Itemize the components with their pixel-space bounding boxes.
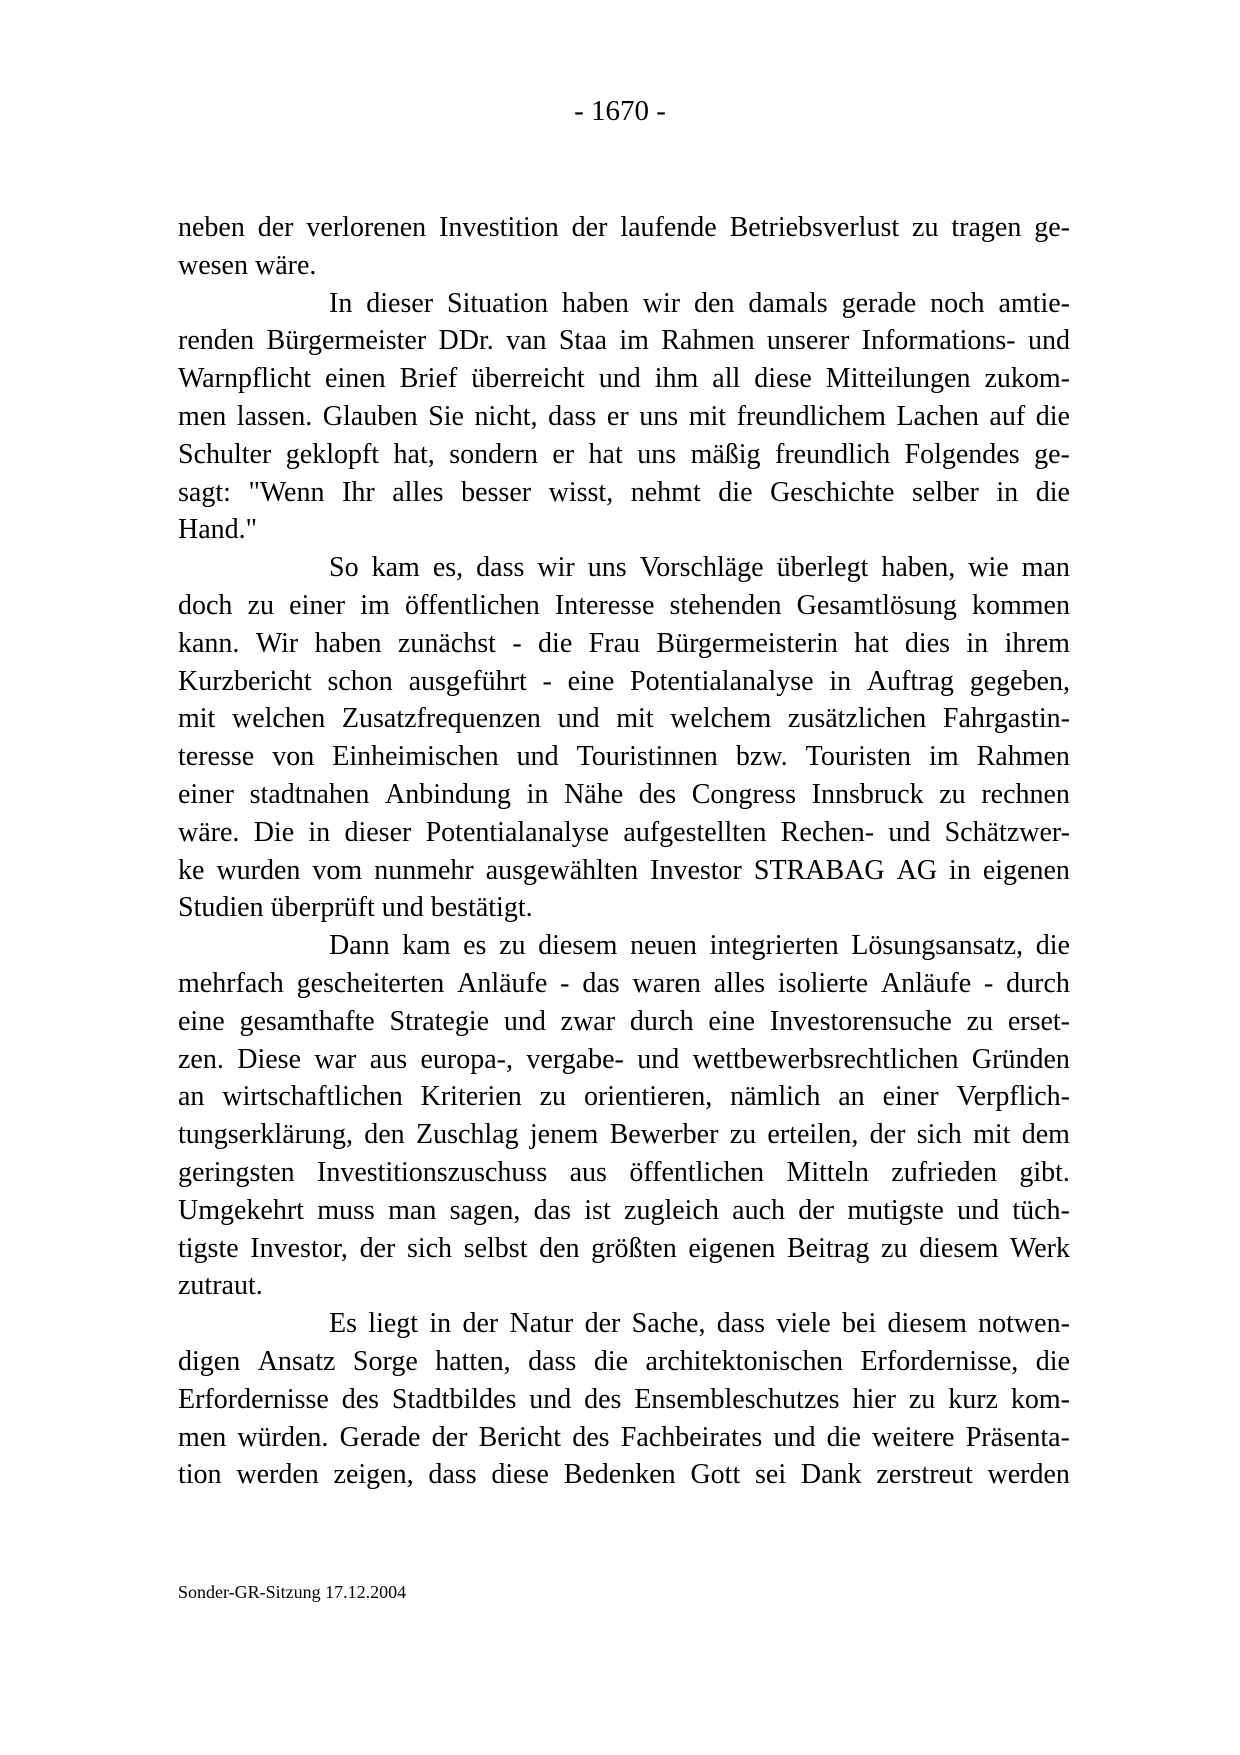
text-line: Hand." [178, 514, 258, 546]
text-line: Erfordernisse des Stadtbildes und des Ensembleschutzes hier zu kurz kom- [178, 1383, 1070, 1415]
body-text [178, 209, 1070, 1494]
text-line: zutraut. [178, 1270, 263, 1302]
text-line: Es liegt in der Natur der Sache, dass viele bei diesem notwen- [329, 1308, 1070, 1340]
page-number: - 1670 - [574, 95, 666, 127]
text-line: men lassen. Glauben Sie nicht, dass er uns mit freundlichem Lachen auf die [178, 400, 1070, 432]
text-line: mit welchen Zusatzfrequenzen und mit welchem zusätzlichen Fahrgastin- [178, 703, 1070, 735]
text-line: ke wurden vom nunmehr ausgewählten Investor STRABAG AG in eigenen [178, 854, 1070, 886]
text-line: teresse von Einheimischen und Touristinnen bzw. Touristen im Rahmen [178, 741, 1070, 773]
text-line: einer stadtnahen Anbindung in Nähe des Congress Innsbruck zu rechnen [178, 778, 1070, 810]
text-line: Dann kam es zu diesem neuen integrierten Lösungsansatz, die [329, 930, 1070, 962]
text-line: tigste Investor, der sich selbst den größten eigenen Beitrag zu diesem Werk [178, 1232, 1070, 1264]
text-line: Kurzbericht schon ausgeführt - eine Potentialanalyse in Auftrag gegeben, [178, 665, 1070, 697]
text-line: kann. Wir haben zunächst - die Frau Bürgermeisterin hat dies in ihrem [178, 627, 1070, 659]
text-line: So kam es, dass wir uns Vorschläge überlegt haben, wie man [329, 552, 1070, 584]
text-line: an wirtschaftlichen Kriterien zu orientieren, nämlich an einer Verpflich- [178, 1081, 1070, 1113]
text-line: Schulter geklopft hat, sondern er hat uns mäßig freundlich Folgendes ge- [178, 438, 1070, 470]
text-line: wäre. Die in dieser Potentialanalyse aufgestellten Rechen- und Schätzwer- [178, 816, 1070, 848]
text-line: Warnpflicht einen Brief überreicht und ihm all diese Mitteilungen zukom- [178, 363, 1070, 395]
text-line: tungserklärung, den Zuschlag jenem Bewerber zu erteilen, der sich mit dem [178, 1119, 1070, 1151]
text-line: renden Bürgermeister DDr. van Staa im Rahmen unserer Informations- und [178, 325, 1070, 357]
text-line: doch zu einer im öffentlichen Interesse stehenden Gesamtlösung kommen [178, 589, 1070, 621]
text-line: sagt: "Wenn Ihr alles besser wisst, nehmt die Geschichte selber in die [178, 476, 1070, 508]
text-line: Umgekehrt muss man sagen, das ist zugleich auch der mutigste und tüch- [178, 1194, 1070, 1226]
text-line: tion werden zeigen, dass diese Bedenken Gott sei Dank zerstreut werden [178, 1459, 1070, 1491]
footer-session-date: Sonder-GR-Sitzung 17.12.2004 [178, 1582, 407, 1602]
text-line: neben der verlorenen Investition der laufende Betriebsverlust zu tragen ge- [178, 212, 1070, 243]
text-line: geringsten Investitionszuschuss aus öffentlichen Mitteln zufrieden gibt. [178, 1156, 1070, 1188]
text-line: wesen wäre. [178, 249, 317, 281]
text-line: zen. Diese war aus europa-, vergabe- und wettbewerbsrechtlichen Gründen [178, 1043, 1070, 1075]
text-line: eine gesamthafte Strategie und zwar durch eine Investorensuche zu erset- [178, 1005, 1070, 1037]
text-line: digen Ansatz Sorge hatten, dass die architektonischen Erfordernisse, die [178, 1345, 1070, 1377]
text-line: Studien überprüft und bestätigt. [178, 892, 533, 924]
text-line: men würden. Gerade der Bericht des Fachbeirates und die weitere Präsenta- [178, 1421, 1070, 1453]
text-line: In dieser Situation haben wir den damals gerade noch amtie- [329, 287, 1070, 319]
text-line: mehrfach gescheiterten Anläufe - das waren alles isolierte Anläufe - durch [178, 967, 1070, 999]
